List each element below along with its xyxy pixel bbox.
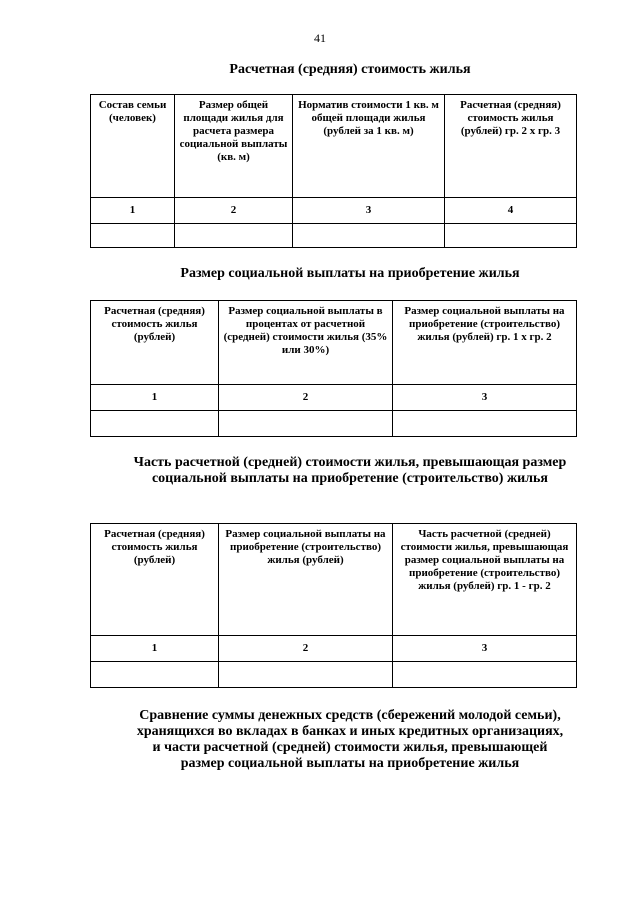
section-title-3: Часть расчетной (средней) стоимости жилья, превышающая размер социальной выплаты на приобретение (строительство) жилья [133, 455, 567, 486]
social-payment-table [90, 300, 577, 437]
page-number: 41 [314, 31, 326, 45]
table-header-row [91, 95, 577, 198]
table-header-row [91, 301, 577, 385]
header-cell: Расчетная (средняя) стоимость жилья (рублей) [91, 301, 219, 385]
column-number: 3 [393, 385, 577, 411]
column-number: 3 [393, 636, 577, 662]
data-cell[interactable] [293, 224, 445, 248]
table-header-row [91, 524, 577, 636]
column-number: 3 [293, 198, 445, 224]
column-number-row [91, 385, 577, 411]
header-cell: Размер социальной выплаты в процентах от расчетной (средней) стоимости жилья (35% или 30%) [219, 301, 393, 385]
header-cell: Размер социальной выплаты на приобретение (строительство) жилья (рублей) гр. 1 x гр. 2 [393, 301, 577, 385]
column-number: 4 [445, 198, 577, 224]
data-cell[interactable] [393, 662, 577, 688]
data-cell[interactable] [91, 224, 175, 248]
excess-cost-table [90, 523, 577, 688]
column-number: 2 [175, 198, 293, 224]
header-cell: Норматив стоимости 1 кв. м общей площади жилья (рублей за 1 кв. м) [293, 95, 445, 198]
section-title-4: Сравнение суммы денежных средств (сбережений молодой семьи), хранящихся во вкладах в банках и иных кредитных организациях, и части расчетной (средней) стоимости жилья, превышающей размер социальной выплаты на приобретение жилья [136, 708, 564, 771]
column-number: 1 [91, 198, 175, 224]
column-number: 1 [91, 385, 219, 411]
data-cell[interactable] [219, 411, 393, 437]
header-cell: Часть расчетной (средней) стоимости жилья, превышающая размер социальной выплаты на приобретение (строительство) жилья (рублей) гр. 1 - гр. 2 [393, 524, 577, 636]
header-cell: Размер социальной выплаты на приобретение (строительство) жилья (рублей) [219, 524, 393, 636]
data-cell[interactable] [445, 224, 577, 248]
header-cell: Расчетная (средняя) стоимость жилья (рублей) гр. 2 x гр. 3 [445, 95, 577, 198]
section-title-2: Размер социальной выплаты на приобретение жилья [180, 266, 520, 281]
empty-data-row [91, 662, 577, 688]
section-title-1: Расчетная (средняя) стоимость жилья [229, 62, 471, 77]
header-cell: Состав семьи (человек) [91, 95, 175, 198]
header-cell: Размер общей площади жилья для расчета размера социальной выплаты (кв. м) [175, 95, 293, 198]
header-cell: Расчетная (средняя) стоимость жилья (рублей) [91, 524, 219, 636]
column-number: 2 [219, 636, 393, 662]
data-cell[interactable] [91, 411, 219, 437]
column-number: 1 [91, 636, 219, 662]
column-number-row [91, 636, 577, 662]
empty-data-row [91, 411, 577, 437]
data-cell[interactable] [175, 224, 293, 248]
column-number-row [91, 198, 577, 224]
data-cell[interactable] [219, 662, 393, 688]
data-cell[interactable] [91, 662, 219, 688]
empty-data-row [91, 224, 577, 248]
data-cell[interactable] [393, 411, 577, 437]
column-number: 2 [219, 385, 393, 411]
housing-cost-table [90, 94, 577, 248]
